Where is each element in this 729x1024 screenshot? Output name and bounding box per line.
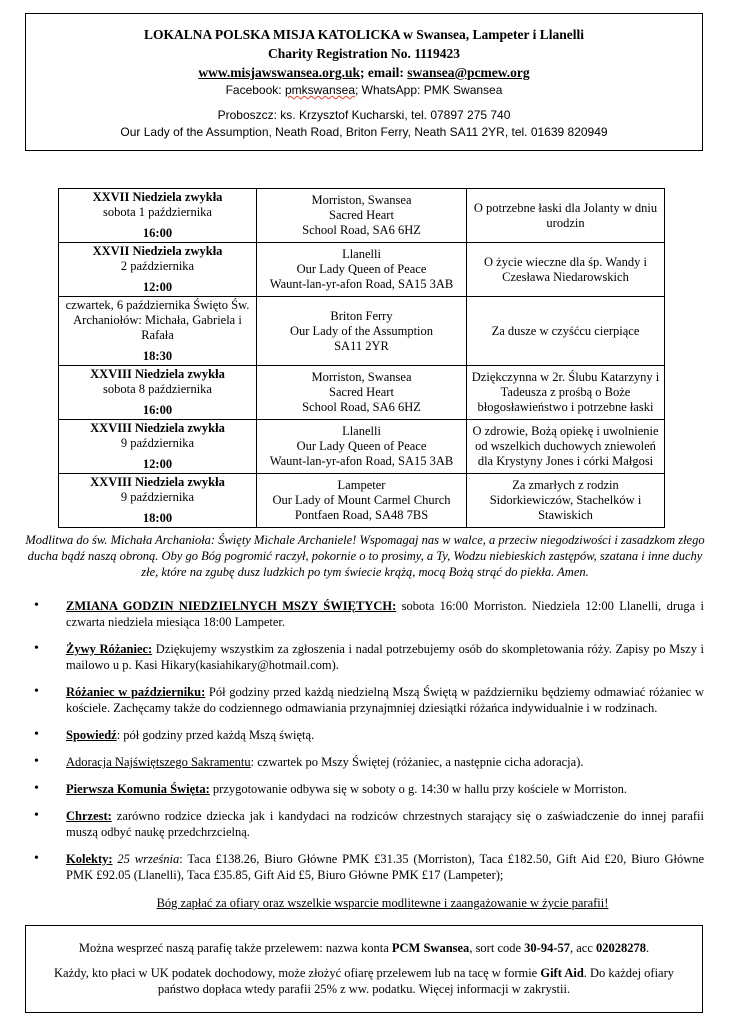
email-label: ; email: <box>359 65 404 80</box>
location-line: Lampeter <box>337 478 386 492</box>
mass-intention: Dziękczynna w 2r. Ślubu Katarzyny i Tadeusza z prośbą o Boże błogosławieństwo i potrzebne łaski <box>467 366 665 420</box>
mass-day-cell <box>59 189 257 243</box>
footer-text: , sort code <box>469 941 525 955</box>
location-line: Our Lady Queen of Peace <box>296 439 427 453</box>
announcements-list <box>34 598 704 883</box>
location-line: Morriston, Swansea <box>311 370 412 384</box>
social-line <box>26 82 702 99</box>
note-text: : Taca £138.26, Biuro Główne PMK £31.35 (Morriston), Taca £182.50, Gift Aid £20, Biuro Główne PMK £92.05 (Llanelli), Taca £35.85, Gift Aid £5, Biuro Główne PMK £17 (Lampeter); <box>66 852 705 882</box>
thanks-line: Bóg zapłać za ofiary oraz wszelkie wsparcie modlitewne i zaangażowanie w życie parafii! <box>156 896 609 910</box>
location-line: Waunt-lan-yr-afon Road, SA15 3AB <box>269 277 454 291</box>
location-line: Waunt-lan-yr-afon Road, SA15 3AB <box>269 454 454 468</box>
list-item <box>34 808 704 840</box>
footer-text: . Do każdej ofiary państwo dopłaca wtedy parafii 25% z ww. podatku. Więcej informacji w zakrystii. <box>157 966 675 996</box>
mass-date: 9 października <box>120 436 195 450</box>
sort-code: 30-94-57 <box>524 941 570 955</box>
mass-time: 16:00 <box>142 403 173 417</box>
table-row <box>59 366 665 420</box>
footer-text: Można wesprzeć naszą parafię także przelewem: nazwa konta <box>78 941 392 955</box>
table-row <box>59 474 665 528</box>
list-item <box>34 641 704 673</box>
location-line: Briton Ferry <box>330 308 393 323</box>
footer-text: . <box>646 941 650 955</box>
sunday-title: XXVII Niedziela zwykła <box>92 244 223 258</box>
mass-time: 18:00 <box>142 511 173 525</box>
mass-location-cell <box>257 420 467 474</box>
mass-day-cell <box>59 420 257 474</box>
header-box <box>25 13 703 151</box>
whatsapp-text: ; WhatsApp: PMK Swansea <box>355 83 503 97</box>
note-label: Różaniec w październiku: <box>66 685 206 699</box>
note-label: Pierwsza Komunia Święta: <box>66 782 210 796</box>
note-label: Kolekty: <box>66 852 113 866</box>
charity-number: Charity Registration No. 1119423 <box>268 46 460 61</box>
location-line: Llanelli <box>342 424 381 438</box>
footer-text: Każdy, kto płaci w UK podatek dochodowy, może złożyć ofiarę przelewem lub na tacę w formie <box>53 966 541 980</box>
mass-time: 16:00 <box>142 226 173 240</box>
mass-intention: Za zmarłych z rodzin Sidorkiewiczów, Stachelków i Stawiskich <box>467 474 665 528</box>
location-line: Our Lady of the Assumption <box>289 323 434 338</box>
mass-date: 9 października <box>120 490 195 504</box>
sunday-title: XXVII Niedziela zwykła <box>92 190 223 204</box>
location-line: Pontfaen Road, SA48 7BS <box>294 508 429 522</box>
mass-location-cell <box>257 189 467 243</box>
prayer-text: Modlitwa do św. Michała Archanioła: Święty Michale Archaniele! Wspomagaj nas w walce, a przeciw niegodziwości i zasadzkom złego ducha bądź naszą obroną. Oby go Bóg pogromić raczył, pokornie o to prosimy, a Ty, Wodzu niebieskich zastępów, szatana i inne duchy złe, które na zgubę dusz ludzkich po tym świecie krążą, mocą Bożą strąć do piekła. Amen. <box>25 533 705 579</box>
mass-intention: O zdrowie, Bożą opiekę i uwolnienie od wszelkich duchowych zniewoleń dla Krystyny Jones i córki Małgosi <box>467 420 665 474</box>
mass-day-cell <box>59 366 257 420</box>
note-label: ZMIANA GODZIN NIEDZIELNYCH MSZY ŚWIĘTYCH: <box>66 599 397 613</box>
account-name: PCM Swansea <box>391 941 470 955</box>
mass-location-cell <box>257 366 467 420</box>
mass-intention: Za dusze w czyśćcu cierpiące <box>467 297 665 366</box>
parish-address: Our Lady of the Assumption, Neath Road, Briton Ferry, Neath SA11 2YR, tel. 01639 820949 <box>120 125 608 139</box>
location-line: Llanelli <box>342 247 381 261</box>
note-text: : pół godziny przed każdą Mszą świętą. <box>116 728 315 742</box>
email-link[interactable]: swansea@pcmew.org <box>407 65 530 80</box>
location-line: Our Lady Queen of Peace <box>296 262 427 276</box>
mass-intention: O potrzebne łaski dla Jolanty w dniu urodzin <box>467 189 665 243</box>
website-link[interactable]: www.misjawswansea.org.uk <box>198 65 360 80</box>
mass-time: 18:30 <box>142 349 173 363</box>
contact-line <box>26 63 702 82</box>
list-item <box>34 684 704 716</box>
mass-date: sobota 8 października <box>103 382 212 396</box>
mass-date: czwartek, 6 października Święto Św. Archaniołów: Michała, Gabriela i Rafała <box>65 298 250 342</box>
mission-title: LOKALNA POLSKA MISJA KATOLICKA w Swansea, Lampeter i Llanelli <box>144 27 584 42</box>
location-line: Morriston, Swansea <box>311 193 412 207</box>
mass-time: 12:00 <box>142 457 173 471</box>
table-row <box>59 243 665 297</box>
footer-box <box>25 925 703 1013</box>
facebook-label: Facebook: <box>225 83 282 97</box>
location-line: School Road, SA6 6HZ <box>302 400 421 414</box>
note-label: Chrzest: <box>66 809 112 823</box>
note-label: Adoracja Najświętszego Sakramentu <box>66 755 251 769</box>
note-text: przygotowanie odbywa się w soboty o g. 14:30 w hallu przy kościele w Morriston. <box>209 782 628 796</box>
table-row <box>59 297 665 366</box>
location-line: Our Lady of Mount Carmel Church <box>272 493 451 507</box>
mass-location-cell <box>257 243 467 297</box>
note-label: Spowiedź <box>66 728 117 742</box>
note-label: Żywy Różaniec: <box>66 642 153 656</box>
list-item <box>34 851 704 883</box>
mass-date: 2 października <box>120 259 195 273</box>
sunday-title: XXVIII Niedziela zwykła <box>90 475 225 489</box>
mass-day-cell <box>59 243 257 297</box>
location-line: Sacred Heart <box>329 385 394 399</box>
list-item <box>34 781 704 797</box>
note-text: Pół godziny przed każdą niedzielną Mszą Świętą w październiku będziemy odmawiać różaniec w kościele. Zachęcamy także do codziennego odmawiania przynajmniej dziesiątki różańca indywidualnie i w rodzinach. <box>66 685 704 715</box>
mass-date: sobota 1 października <box>103 205 212 219</box>
list-item <box>34 727 704 743</box>
note-date: 25 września <box>117 852 180 866</box>
mass-day-cell <box>59 297 257 366</box>
gift-aid-info <box>44 965 684 997</box>
sunday-title: XXVIII Niedziela zwykła <box>90 367 225 381</box>
mass-time: 12:00 <box>142 280 173 294</box>
mass-intention: O życie wieczne dla śp. Wandy i Czesława Niedarowskich <box>467 243 665 297</box>
bank-transfer-info <box>44 940 684 957</box>
note-text: Dziękujemy wszystkim za zgłoszenia i nadal potrzebujemy osób do skompletowania róży. Zapisy po Mszy i mailowo u p. Kasi Hikary(kasiahikary@hotmail.com). <box>66 642 704 672</box>
note-text: sobota 16:00 Morriston. Niedziela 12:00 Llanelli, druga i czwarta niedziela miesiąca 18:00 Lampeter. <box>66 599 704 629</box>
footer-text: , acc <box>570 941 597 955</box>
table-row <box>59 189 665 243</box>
location-line: Sacred Heart <box>329 208 394 222</box>
gift-aid-label: Gift Aid <box>540 966 584 980</box>
list-item <box>34 754 704 770</box>
mass-day-cell <box>59 474 257 528</box>
mass-location-cell <box>257 297 467 366</box>
mass-location-cell <box>257 474 467 528</box>
facebook-handle: pmkswansea <box>284 83 355 97</box>
table-row <box>59 420 665 474</box>
sunday-title: XXVIII Niedziela zwykła <box>90 421 225 435</box>
list-item <box>34 598 704 630</box>
mass-schedule-table <box>58 188 665 528</box>
priest-info: Proboszcz: ks. Krzysztof Kucharski, tel. 07897 275 740 <box>217 108 511 122</box>
note-text: zarówno rodzice dziecka jak i kandydaci na rodziców chrzestnych starający się o zaświadczenie do innej parafii muszą odbyć naukę przedchrzcielną. <box>66 809 704 839</box>
location-line: School Road, SA6 6HZ <box>302 223 421 237</box>
note-text: : czwartek po Mszy Świętej (różaniec, a następnie cicha adoracja). <box>250 755 584 769</box>
account-number: 02028278 <box>596 941 647 955</box>
location-line: SA11 2YR <box>334 338 389 353</box>
